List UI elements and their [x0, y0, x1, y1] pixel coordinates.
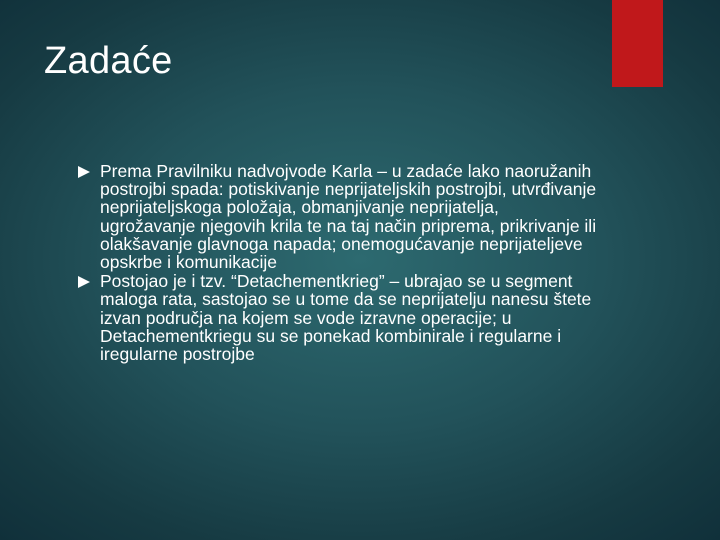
bullet-text: Postojao je i tzv. “Detachementkrieg” – ubrajao se u segment maloga rata, sastojao se u tome da se neprijatelju nanesu štete izvan područja na kojem se vode izravne operacije; u Detachementkriegu su se ponekad kombinirale i regularne i iregularne postrojbe	[100, 271, 592, 365]
triangle-bullet-icon	[78, 166, 90, 178]
accent-bar	[612, 0, 663, 87]
slide-title: Zadaće	[44, 40, 173, 82]
bullet-item	[78, 162, 598, 271]
triangle-bullet-icon	[78, 276, 90, 288]
bullet-item	[78, 272, 598, 363]
bullet-list	[78, 162, 598, 364]
bullet-text: Prema Pravilniku nadvojvode Karla – u zadaće lako naoružanih postrojbi spada: potiskivanje neprijateljskih postrojbi, utvrđivanje neprijateljskoga položaja, obmanjivanje neprijatelja, ugrožavanje njegovih krila te na taj način priprema, prikrivanje ili olakšavanje glavnoga napada; onemogućavanje neprijateljeve opskrbe i komunikacije	[100, 161, 597, 273]
